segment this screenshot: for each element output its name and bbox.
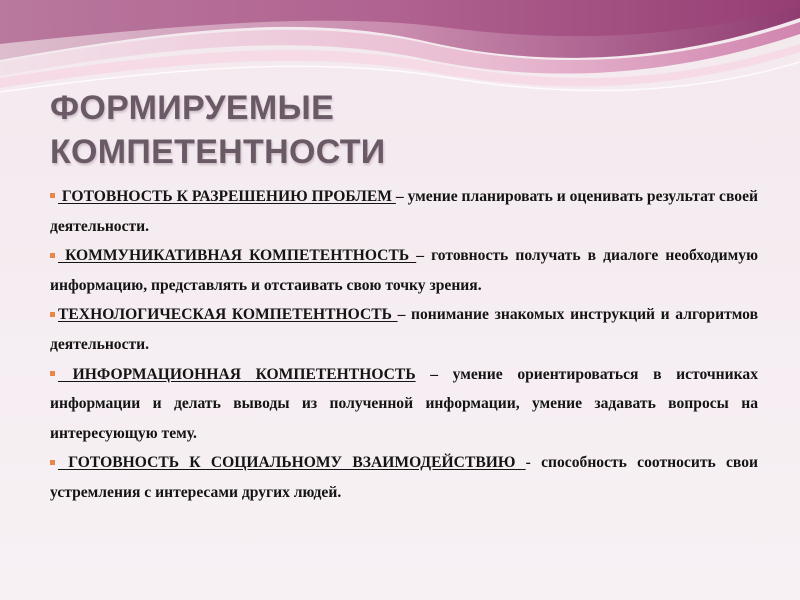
bullet-icon bbox=[50, 312, 55, 317]
list-item-term: ГОТОВНОСТЬ К РАЗРЕШЕНИЮ ПРОБЛЕМ bbox=[58, 188, 396, 205]
list-item-text: - способность соотносить свои устремления с интересами других людей. bbox=[50, 454, 758, 501]
bullet-icon bbox=[50, 193, 55, 198]
list-item-text: – готовность получать в диалоге необходимую информацию, представлять и отстаивать свою точку зрения. bbox=[50, 247, 758, 294]
bullet-icon bbox=[50, 460, 55, 465]
list-item bbox=[50, 360, 758, 449]
list-item-text: – понимание знакомых инструкций и алгоритмов деятельности. bbox=[50, 306, 758, 353]
title-line-2: КОМПЕТЕНТНОСТИ bbox=[50, 133, 386, 171]
title-line-1: ФОРМИРУЕМЫЕ bbox=[50, 89, 335, 127]
list-item bbox=[50, 448, 758, 507]
slide-title bbox=[50, 86, 650, 174]
list-item bbox=[50, 300, 758, 359]
list-item-term: КОММУНИКАТИВНАЯ КОМПЕТЕНТНОСТЬ bbox=[58, 247, 417, 265]
bullet-icon bbox=[50, 371, 55, 376]
list-item-term: ГОТОВНОСТЬ К СОЦИАЛЬНОМУ ВЗАИМОДЕЙСТВИЮ bbox=[58, 454, 526, 472]
competency-list bbox=[50, 182, 758, 508]
list-item-text: – умение планировать и оценивать результат своей деятельности. bbox=[50, 188, 758, 235]
list-item-text: – умение ориентироваться в источниках информации и делать выводы из полученной информации, умение задавать вопросы на интересующую тему. bbox=[50, 365, 758, 442]
list-item-term: ИНФОРМАЦИОННАЯ КОМПЕТЕНТНОСТЬ bbox=[58, 365, 416, 383]
list-item bbox=[50, 182, 758, 241]
list-item-term: ТЕХНОЛОГИЧЕСКАЯ КОМПЕТЕНТНОСТЬ bbox=[58, 306, 398, 324]
bullet-icon bbox=[50, 253, 55, 258]
list-item bbox=[50, 241, 758, 300]
